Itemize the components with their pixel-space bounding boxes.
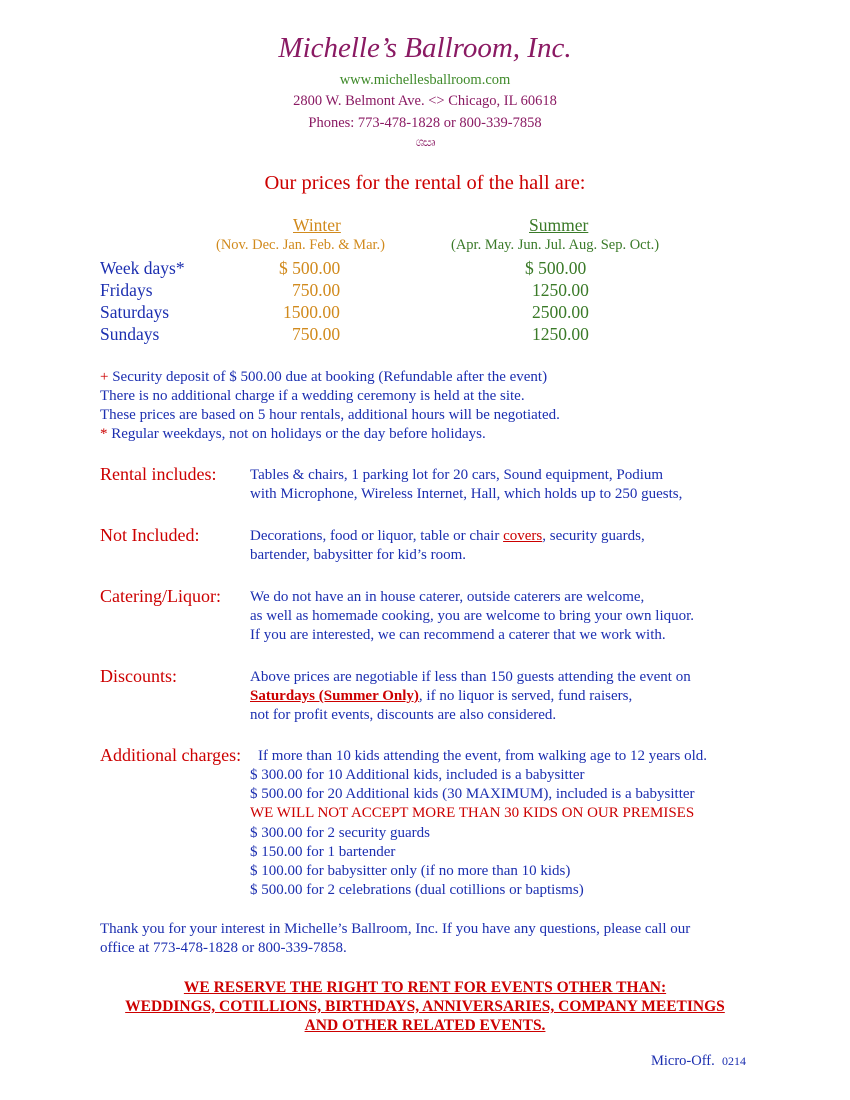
prices-heading: Our prices for the rental of the hall are: [264,172,586,194]
winter-price-saturdays: 1500.00 [283,302,340,322]
deposit-mark: + [100,369,109,385]
not-included-text: Decorations, food or liquor, table or chair [250,528,504,544]
catering-line3: If you are interested, we can recommend a caterer that we work with. [250,627,666,643]
discounts-line2-text: , if no liquor is served, fund raisers, [418,688,633,704]
website-link[interactable]: www.michellesballroom.com [339,72,511,88]
weekday-note [100,425,486,444]
not-included-text-end: , security guards, [542,528,645,544]
summer-months: (Apr. May. Jun. Jul. Aug. Sep. Oct.) [451,237,660,253]
hours-note: These prices are based on 5 hour rentals, additional hours will be negotiated. [100,407,560,423]
discounts-label: Discounts: [100,666,178,686]
charge-security-guards: $ 300.00 for 2 security guards [250,825,430,841]
closing-line2: office at 773-478-1828 or 800-339-7858. [100,940,347,956]
not-included-line2: bartender, babysitter for kid’s room. [250,547,467,563]
charge-babysitter: $ 100.00 for babysitter only (if no more than 10 kids) [250,863,571,879]
covers-link[interactable]: covers [503,528,543,544]
flourish-ornament: ශඍ [415,135,435,149]
deposit-text: Security deposit of $ 500.00 due at booking (Refundable after the event) [108,369,548,385]
rental-includes-line2: with Microphone, Wireless Internet, Hall, which holds up to 250 guests, [250,486,683,502]
address: 2800 W. Belmont Ave. <> Chicago, IL 60618 [293,93,557,109]
winter-header: Winter [293,215,341,235]
summer-price-fridays: 1250.00 [532,280,589,300]
not-included-label: Not Included: [100,525,200,545]
saturdays-summer-highlight: Saturdays (Summer Only) [250,688,419,704]
reserve-notice-line1: WE RESERVE THE RIGHT TO RENT FOR EVENTS OTHER THAN: [183,979,667,996]
discounts-line2 [250,687,632,707]
footer-code-number: 0214 [722,1054,747,1068]
day-sundays: Sundays [100,324,160,344]
day-fridays: Fridays [100,280,153,300]
closing-line1: Thank you for your interest in Michelle’s Ballroom, Inc. If you have any questions, please call our [100,921,691,937]
summer-header: Summer [529,215,589,235]
additional-charges-intro: If more than 10 kids attending the event, from walking age to 12 years old. [258,748,708,764]
charge-10-kids: $ 300.00 for 10 Additional kids, included is a babysitter [250,767,585,783]
additional-charges-label: Additional charges: [100,745,242,765]
catering-line2: as well as homemade cooking, you are welcome to bring your own liquor. [250,608,695,624]
kids-limit-warning: WE WILL NOT ACCEPT MORE THAN 30 KIDS ON OUR PREMISES [250,805,695,821]
day-weekdays: Week days* [100,258,185,278]
winter-price-weekdays: $ 500.00 [279,258,341,278]
rental-includes-label: Rental includes: [100,464,217,484]
reserve-notice-line2: WEDDINGS, COTILLIONS, BIRTHDAYS, ANNIVERSARIES, COMPANY MEETINGS [125,998,725,1015]
footer-code-text: Micro-Off. [651,1053,715,1069]
winter-months: (Nov. Dec. Jan. Feb. & Mar.) [216,237,385,253]
winter-price-fridays: 750.00 [292,280,341,300]
ceremony-note: There is no additional charge if a wedding ceremony is held at the site. [100,388,525,404]
not-included-line1 [250,527,645,547]
rental-includes-line1: Tables & chairs, 1 parking lot for 20 cars, Sound equipment, Podium [250,467,664,483]
charge-dual-celebrations: $ 500.00 for 2 celebrations (dual cotillions or baptisms) [250,882,584,898]
footer-code [651,1053,746,1070]
weekday-mark: * [100,426,108,442]
reserve-notice-line3: AND OTHER RELATED EVENTS. [304,1017,546,1034]
catering-line1: We do not have an in house caterer, outside caterers are welcome, [250,589,645,605]
weekday-text: Regular weekdays, not on holidays or the day before holidays. [107,426,486,442]
summer-price-sundays: 1250.00 [532,324,589,344]
summer-price-saturdays: 2500.00 [532,302,589,322]
business-name: Michelle’s Ballroom, Inc. [278,32,572,64]
deposit-note [100,368,547,387]
discounts-line3: not for profit events, discounts are also considered. [250,707,557,723]
winter-price-sundays: 750.00 [292,324,341,344]
charge-bartender: $ 150.00 for 1 bartender [250,844,396,860]
catering-label: Catering/Liquor: [100,586,221,606]
day-saturdays: Saturdays [100,302,170,322]
discounts-line1: Above prices are negotiable if less than 150 guests attending the event on [250,669,691,685]
phone-numbers: Phones: 773-478-1828 or 800-339-7858 [308,115,542,131]
summer-price-weekdays: $ 500.00 [525,258,587,278]
charge-20-kids: $ 500.00 for 20 Additional kids (30 MAXIMUM), included is a babysitter [250,786,695,802]
